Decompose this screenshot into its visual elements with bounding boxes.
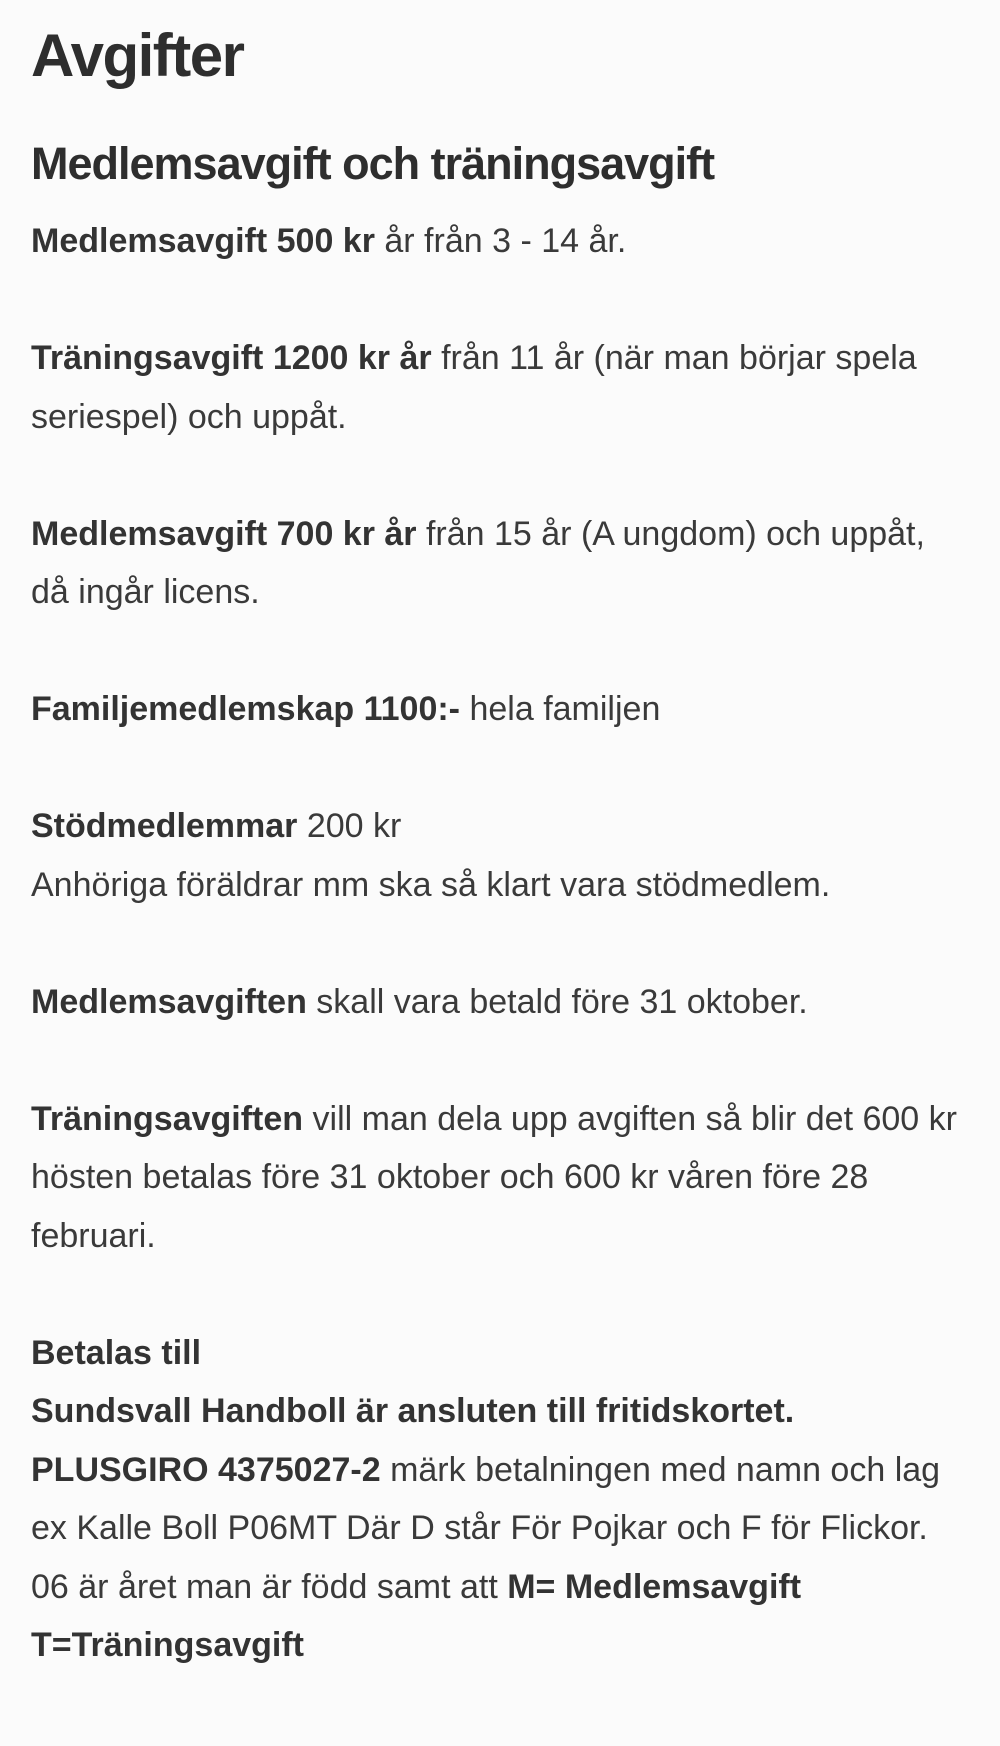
payment-text: märk betalningen med namn och lag ex Kalle Boll P06MT Där D står För Pojkar och F för Flickor. 06 är året man är född samt att xyxy=(31,1450,941,1606)
fee-label: Familjemedlemskap 1100:- xyxy=(31,690,461,728)
fee-text: från 15 år (A ungdom) och uppåt, då ingår licens. xyxy=(31,514,925,611)
payment-paragraph xyxy=(31,1324,960,1675)
fee-text: vill man dela upp avgiften så blir det 600 kr hösten betalas före 31 oktober och 600 kr våren före 28 februari. xyxy=(31,1099,957,1255)
fee-paragraph-deadline xyxy=(31,973,960,1032)
fee-paragraph-family xyxy=(31,680,960,739)
payment-info: Sundsvall Handboll är ansluten till fritidskortet. xyxy=(31,1392,795,1430)
fee-note: Anhöriga föräldrar mm ska så klart vara stödmedlem. xyxy=(31,865,831,904)
page-title: Avgifter xyxy=(31,22,244,89)
payment-giro: PLUSGIRO 4375027-2 xyxy=(31,1450,381,1489)
fee-paragraph-member-young xyxy=(31,212,960,271)
payment-legend: M= Medlemsavgift T=Träningsavgift xyxy=(31,1567,802,1664)
fee-paragraph-training xyxy=(31,329,960,446)
fee-label: Träningsavgiften xyxy=(31,1099,304,1138)
fee-text: skall vara betald före 31 oktober. xyxy=(306,982,808,1021)
fee-text: år från 3 - 14 år. xyxy=(374,222,627,260)
fee-label: Medlemsavgiften xyxy=(31,982,307,1021)
fee-text: 200 kr xyxy=(297,807,402,845)
payment-heading: Betalas till xyxy=(31,1333,202,1372)
section-heading: Medlemsavgift och träningsavgift xyxy=(31,138,715,189)
fee-label: Medlemsavgift 700 kr år xyxy=(31,514,417,553)
fee-text: hela familjen xyxy=(460,690,661,728)
fee-label: Träningsavgift 1200 kr år xyxy=(31,339,432,377)
fee-label: Medlemsavgift 500 kr xyxy=(31,222,375,260)
fee-text: från 11 år (när man börjar spela seriespel) och uppåt. xyxy=(31,339,917,436)
fee-paragraph-supporter xyxy=(31,797,960,914)
fee-label: Stödmedlemmar xyxy=(31,807,298,845)
fee-paragraph-split xyxy=(31,1090,960,1266)
fee-paragraph-member-senior xyxy=(31,505,960,622)
